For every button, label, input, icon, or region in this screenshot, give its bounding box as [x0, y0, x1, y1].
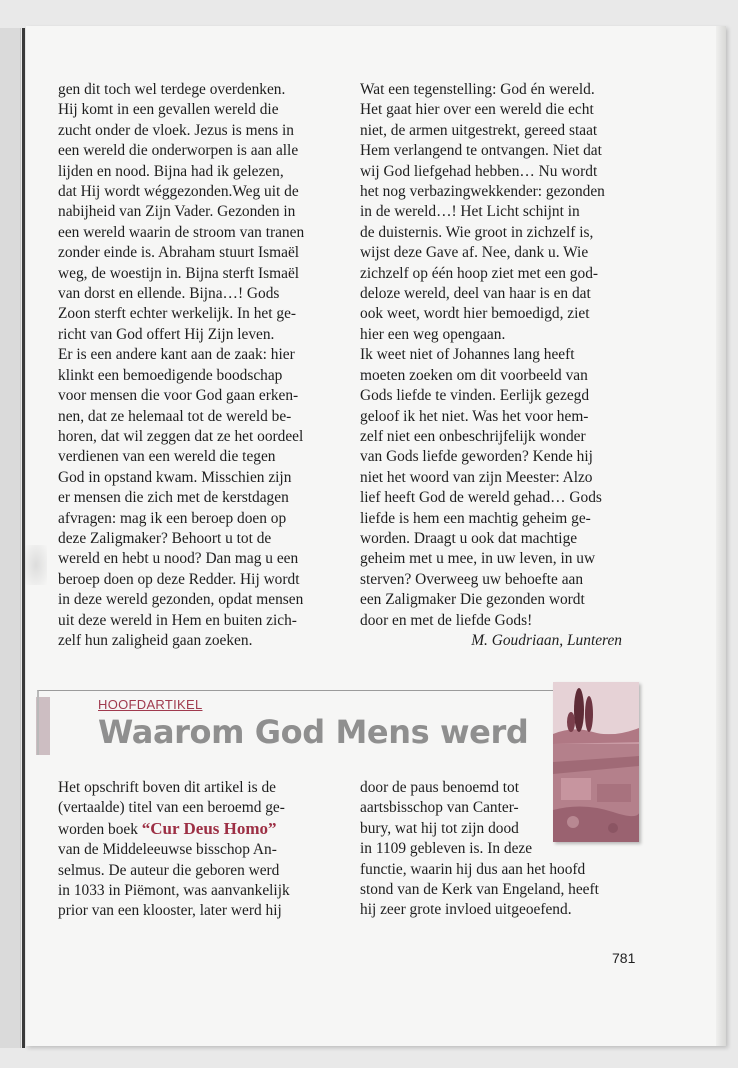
article-line: hij zeer grote invloed uitgeoefend. [360, 901, 572, 919]
text-line: ook weet, wordt hier bemoedigd, ziet [360, 305, 590, 323]
text-line: nen, dat ze helemaal tot de wereld be- [58, 407, 292, 425]
book-gutter [22, 28, 25, 1048]
text-line: van Gods liefde geworden? Kende hij [360, 448, 593, 466]
page-edge [716, 26, 726, 1046]
column-left-top [58, 80, 320, 651]
text-line: het nog verbazingwekkender: gezonden [360, 183, 605, 201]
article-line: (vertaalde) titel van een beroemd ge- [58, 799, 285, 817]
text-line: in deze wereld gezonden, opdat mensen [58, 591, 304, 609]
article-headline: Waarom God Mens werd [98, 713, 529, 751]
article-line: van de Middeleeuwse bisschop An- [58, 841, 277, 859]
text-line: niet het woord van zijn Meester: Alzo [360, 468, 593, 486]
text-line: in de wereld…! Het Licht schijnt in [360, 203, 580, 221]
text-line: God in opstand kwam. Misschien zijn [58, 468, 292, 486]
text-line: wereld en hebt u nood? Dan mag u een [58, 550, 299, 568]
text-line: afvragen: mag ik een beroep doen op [58, 509, 287, 527]
text-line: zelf hun zaligheid gaan zoeken. [58, 631, 253, 649]
article-line: functie, waarin hij dus aan het hoofd [360, 860, 586, 878]
book-title: “Cur Deus Homo” [141, 818, 277, 838]
text-line: deze Zaligmaker? Behoort u tot de [58, 529, 272, 547]
text-line: dat Hij wordt wéggezonden.Weg uit de [58, 183, 299, 201]
text-line: een Zaligmaker Die gezonden wordt [360, 591, 585, 609]
text-line: zucht onder de vloek. Jezus is mens in [58, 121, 294, 139]
text-line: Er is een andere kant aan de zaak: hier [58, 346, 295, 364]
article-line: selmus. De auteur die geboren werd [58, 861, 280, 879]
text-line: moeten zoeken om dit voorbeeld van [360, 366, 588, 384]
article-line: aartsbisschop van Canter- [360, 799, 519, 817]
article-line: door de paus benoemd tot [360, 779, 520, 796]
text-line: er mensen die zich met de kerstdagen [58, 489, 289, 507]
text-line: een wereld waarin de stroom van tranen [58, 223, 305, 241]
article-column-left [58, 778, 320, 922]
text-line: zelf niet een onbeschrijfelijk wonder [360, 427, 586, 445]
text-line: hier een weg opengaan. [360, 325, 506, 343]
column-right-top [360, 80, 622, 651]
text-line: wijst deze Gave af. Nee, dank u. Wie [360, 244, 589, 262]
text-line: Hij komt in een gevallen wereld die [58, 101, 279, 119]
text-line: Zoon sterft echter werkelijk. In het ge- [58, 305, 297, 323]
article-line-text: worden boek [58, 820, 142, 838]
text-line: een wereld die onderworpen is aan alle [58, 142, 299, 160]
text-line: wij God liefgehad hebben… Nu wordt [360, 162, 598, 180]
article-line: prior van een klooster, later werd hij [58, 902, 282, 920]
text-line: richt van God offert Hij Zijn leven. [58, 325, 275, 343]
text-line: Ik weet niet of Johannes lang heeft [360, 346, 575, 364]
section-kicker: HOOFDARTIKEL [98, 697, 203, 712]
text-line: Wat een tegenstelling: God én wereld. [360, 81, 595, 98]
text-line: niet, de armen uitgestrekt, gereed staat [360, 121, 598, 139]
text-line: lief heeft God de wereld gehad… Gods [360, 489, 602, 507]
book-spine [0, 28, 21, 1048]
text-line: nabijheid van Zijn Vader. Gezonden in [58, 203, 296, 221]
text-line: worden. Draagt u ook dat machtige [360, 529, 578, 547]
text-line: Het gaat hier over een wereld die echt [360, 101, 594, 119]
text-line: Hem verlangend te ontvangen. Niet dat [360, 142, 602, 160]
text-line: sterven? Overweeg uw behoefte aan [360, 570, 584, 588]
author-signature: M. Goudriaan, Lunteren [471, 631, 622, 649]
article-line: bury, wat hij tot zijn dood [360, 819, 519, 837]
text-line: zichzelf op één hoop ziet met een god- [360, 264, 599, 282]
text-line: uit deze wereld in Hem en buiten zich- [58, 611, 297, 629]
article-column-right [360, 778, 622, 921]
text-line: weg, de woestijn in. Bijna sterft Ismaël [58, 264, 300, 282]
text-line: geheim met u mee, in uw leven, in uw [360, 550, 596, 568]
text-line: de duisternis. Wie groot in zichzelf is, [360, 223, 594, 241]
text-line: geloof ik het niet. Was het voor hem- [360, 407, 589, 425]
text-line: lijden en nood. Bijna had ik gelezen, [58, 162, 284, 180]
text-line: gen dit toch wel terdege overdenken. [58, 81, 286, 98]
text-line: beroep doen op deze Redder. Hij wordt [58, 570, 300, 588]
article-line: Het opschrift boven dit artikel is de [58, 779, 276, 796]
text-line: deloze wereld, deel van haar is en dat [360, 285, 591, 303]
article-line: in 1033 in Piëmont, was aanvankelijk [58, 882, 290, 900]
print-smudge [25, 545, 47, 585]
text-line: van dorst en ellende. Bijna…! Gods [58, 285, 280, 303]
text-line: liefde is hem een machtig geheim ge- [360, 509, 591, 527]
page-number: 781 [612, 950, 636, 966]
text-line: zonder einde is. Abraham stuurt Ismaël [58, 244, 300, 262]
text-line: door en met de liefde Gods! [360, 611, 533, 629]
text-line: klinkt een bemoedigende boodschap [58, 366, 283, 384]
text-line: verdienen van een wereld die tegen [58, 448, 276, 466]
text-line: horen, dat wil zeggen dat ze het oordeel [58, 427, 304, 445]
text-line: voor mensen die voor God gaan erken- [58, 387, 299, 405]
text-line: Gods liefde te vinden. Eerlijk gezegd [360, 387, 590, 405]
article-line [58, 819, 320, 840]
article-line: in 1109 gebleven is. In deze [360, 840, 533, 858]
article-line: stond van de Kerk van Engeland, heeft [360, 881, 599, 899]
